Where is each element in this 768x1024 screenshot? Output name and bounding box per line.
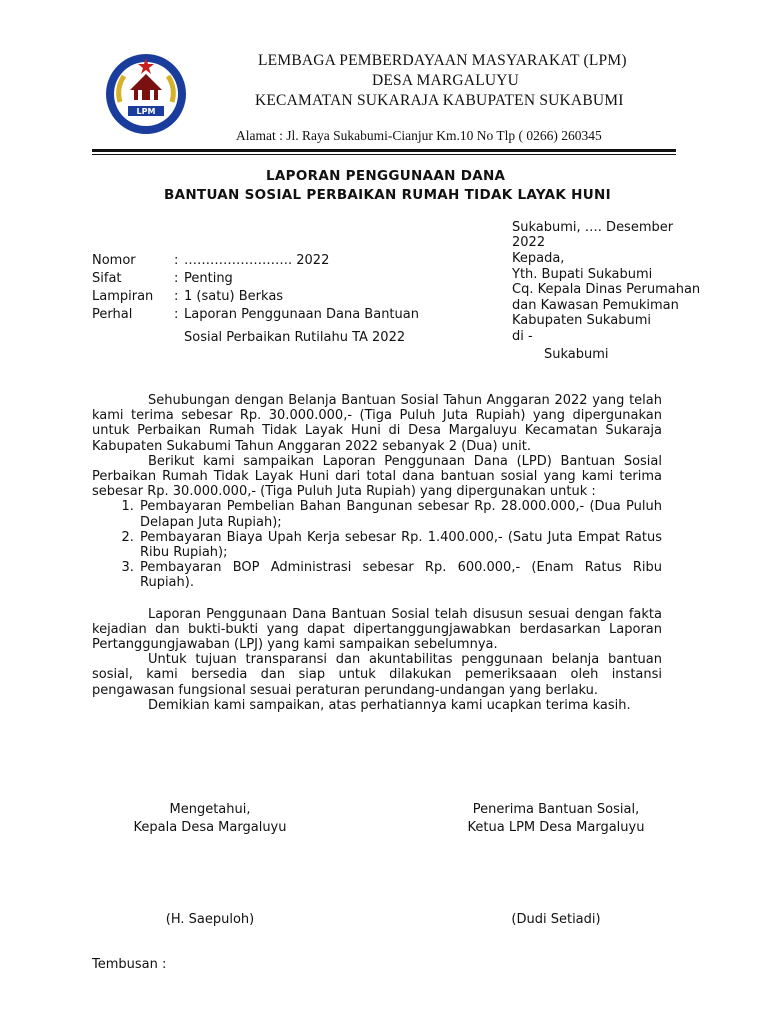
body-paragraph-2: Berikut kami sampaikan Laporan Penggunaan Dana (LPD) Bantuan Sosial Perbaikan Rumah Tidak Layak Huni dari total dana bantuan sosial yang kami terima sebesar Rp. 30.000.000,- (Tiga Puluh Juta Rupiah) yang dipergunakan untuk : xyxy=(92,453,662,500)
signature-right-caption: Penerima Bantuan Sosial, xyxy=(472,802,640,817)
report-title-line2: BANTUAN SOSIAL PERBAIKAN RUMAH TIDAK LAYAK HUNI xyxy=(164,187,611,203)
letter-body xyxy=(92,393,662,713)
nomor-label: Nomor xyxy=(92,253,136,268)
nomor-colon: : xyxy=(174,253,179,268)
lampiran-value: 1 (satu) Berkas xyxy=(184,289,284,304)
perihal-value-line1: Laporan Penggunaan Dana Bantuan xyxy=(184,307,419,322)
perihal-value-line2: Sosial Perbaikan Rutilahu TA 2022 xyxy=(184,330,406,345)
recipient-yth: Yth. Bupati Sukabumi xyxy=(512,267,653,282)
nomor-value: ……………………. 2022 xyxy=(184,253,330,268)
perihal-colon: : xyxy=(174,307,179,322)
org-address: Alamat : Jl. Raya Sukabumi-Cianjur Km.10 No Tlp ( 0266) 260345 xyxy=(236,128,602,143)
signature-left-title: Kepala Desa Margaluyu xyxy=(133,820,287,835)
usage-list-item: 1. Pembayaran Pembelian Bahan Bangunan sebesar Rp. 28.000.000,- (Dua Puluh Delapan Juta Rupiah); xyxy=(138,499,662,529)
signature-right-title: Ketua LPM Desa Margaluyu xyxy=(467,820,645,835)
recipient-cq-line3: Kabupaten Sukabumi xyxy=(512,313,651,328)
letterhead-rule-thick xyxy=(92,149,676,152)
org-name-line1: LEMBAGA PEMBERDAYAAN MASYARAKAT (LPM) xyxy=(258,52,627,69)
usage-list-item: 3. Pembayaran BOP Administrasi sebesar Rp. 600.000,- (Enam Ratus Ribu Rupiah). xyxy=(138,560,662,590)
report-title-line1: LAPORAN PENGGUNAAN DANA xyxy=(266,168,506,184)
sifat-label: Sifat xyxy=(92,271,122,286)
body-paragraph-3: Laporan Penggunaan Dana Bantuan Sosial telah disusun sesuai dengan fakta kejadian dan bukti-bukti yang dapat dipertanggungjawabkan berdasarkan Laporan Pertanggungjawaban (LPJ) yang kami sampaikan sebelumnya. xyxy=(92,606,662,653)
body-paragraph-1: Sehubungan dengan Belanja Bantuan Sosial Tahun Anggaran 2022 yang telah kami terima sebesar Rp. 30.000.000,- (Tiga Puluh Juta Rupiah) yang dipergunakan untuk Perbaikan Rumah Tidak Layak Huni di Desa Margaluyu Kecamatan Sukaraja Kabupaten Sukabumi Tahun Anggaran 2022 sebanyak 2 (Dua) unit. xyxy=(92,393,662,454)
sifat-value: Penting xyxy=(184,271,233,286)
signature-left-name: (H. Saepuloh) xyxy=(165,912,255,927)
lampiran-label: Lampiran xyxy=(92,289,154,304)
recipient-city: Sukabumi xyxy=(544,347,609,362)
lpm-logo-icon xyxy=(104,52,188,136)
org-name-line2: DESA MARGALUYU xyxy=(372,72,520,89)
perihal-label: Perhal xyxy=(92,307,133,322)
letter-date-line2: 2022 xyxy=(512,235,546,250)
body-paragraph-5: Demikian kami sampaikan, atas perhatiannya kami ucapkan terima kasih. xyxy=(148,697,631,713)
lampiran-colon: : xyxy=(174,289,179,304)
svg-text:LPM: LPM xyxy=(136,107,156,116)
usage-list xyxy=(92,499,662,590)
recipient-cq-line2: dan Kawasan Pemukiman xyxy=(512,298,679,313)
sifat-colon: : xyxy=(174,271,179,286)
recipient-cq-line1: Cq. Kepala Dinas Perumahan xyxy=(512,282,701,297)
org-name-line3: KECAMATAN SUKARAJA KABUPATEN SUKABUMI xyxy=(255,92,624,109)
recipient-kepada: Kepada, xyxy=(512,251,565,266)
letter-date-line1: Sukabumi, …. Desember xyxy=(512,220,674,235)
usage-list-item: 2. Pembayaran Biaya Upah Kerja sebesar Rp. 1.400.000,- (Satu Juta Empat Ratus Ribu Rupiah); xyxy=(138,530,662,560)
body-paragraph-4: Untuk tujuan transparansi dan akuntabilitas penggunaan belanja bantuan sosial, kami bersedia dan siap untuk dilakukan pemeriksaaan oleh instansi pengawasan fungsional sesuai peraturan perundang-undangan yang berlaku. xyxy=(92,652,662,698)
tembusan-label: Tembusan : xyxy=(92,957,167,972)
signature-right-name: (Dudi Setiadi) xyxy=(511,912,601,927)
letterhead-rule-thin xyxy=(92,154,676,155)
signature-left-caption: Mengetahui, xyxy=(169,802,251,817)
recipient-di: di - xyxy=(512,329,533,344)
